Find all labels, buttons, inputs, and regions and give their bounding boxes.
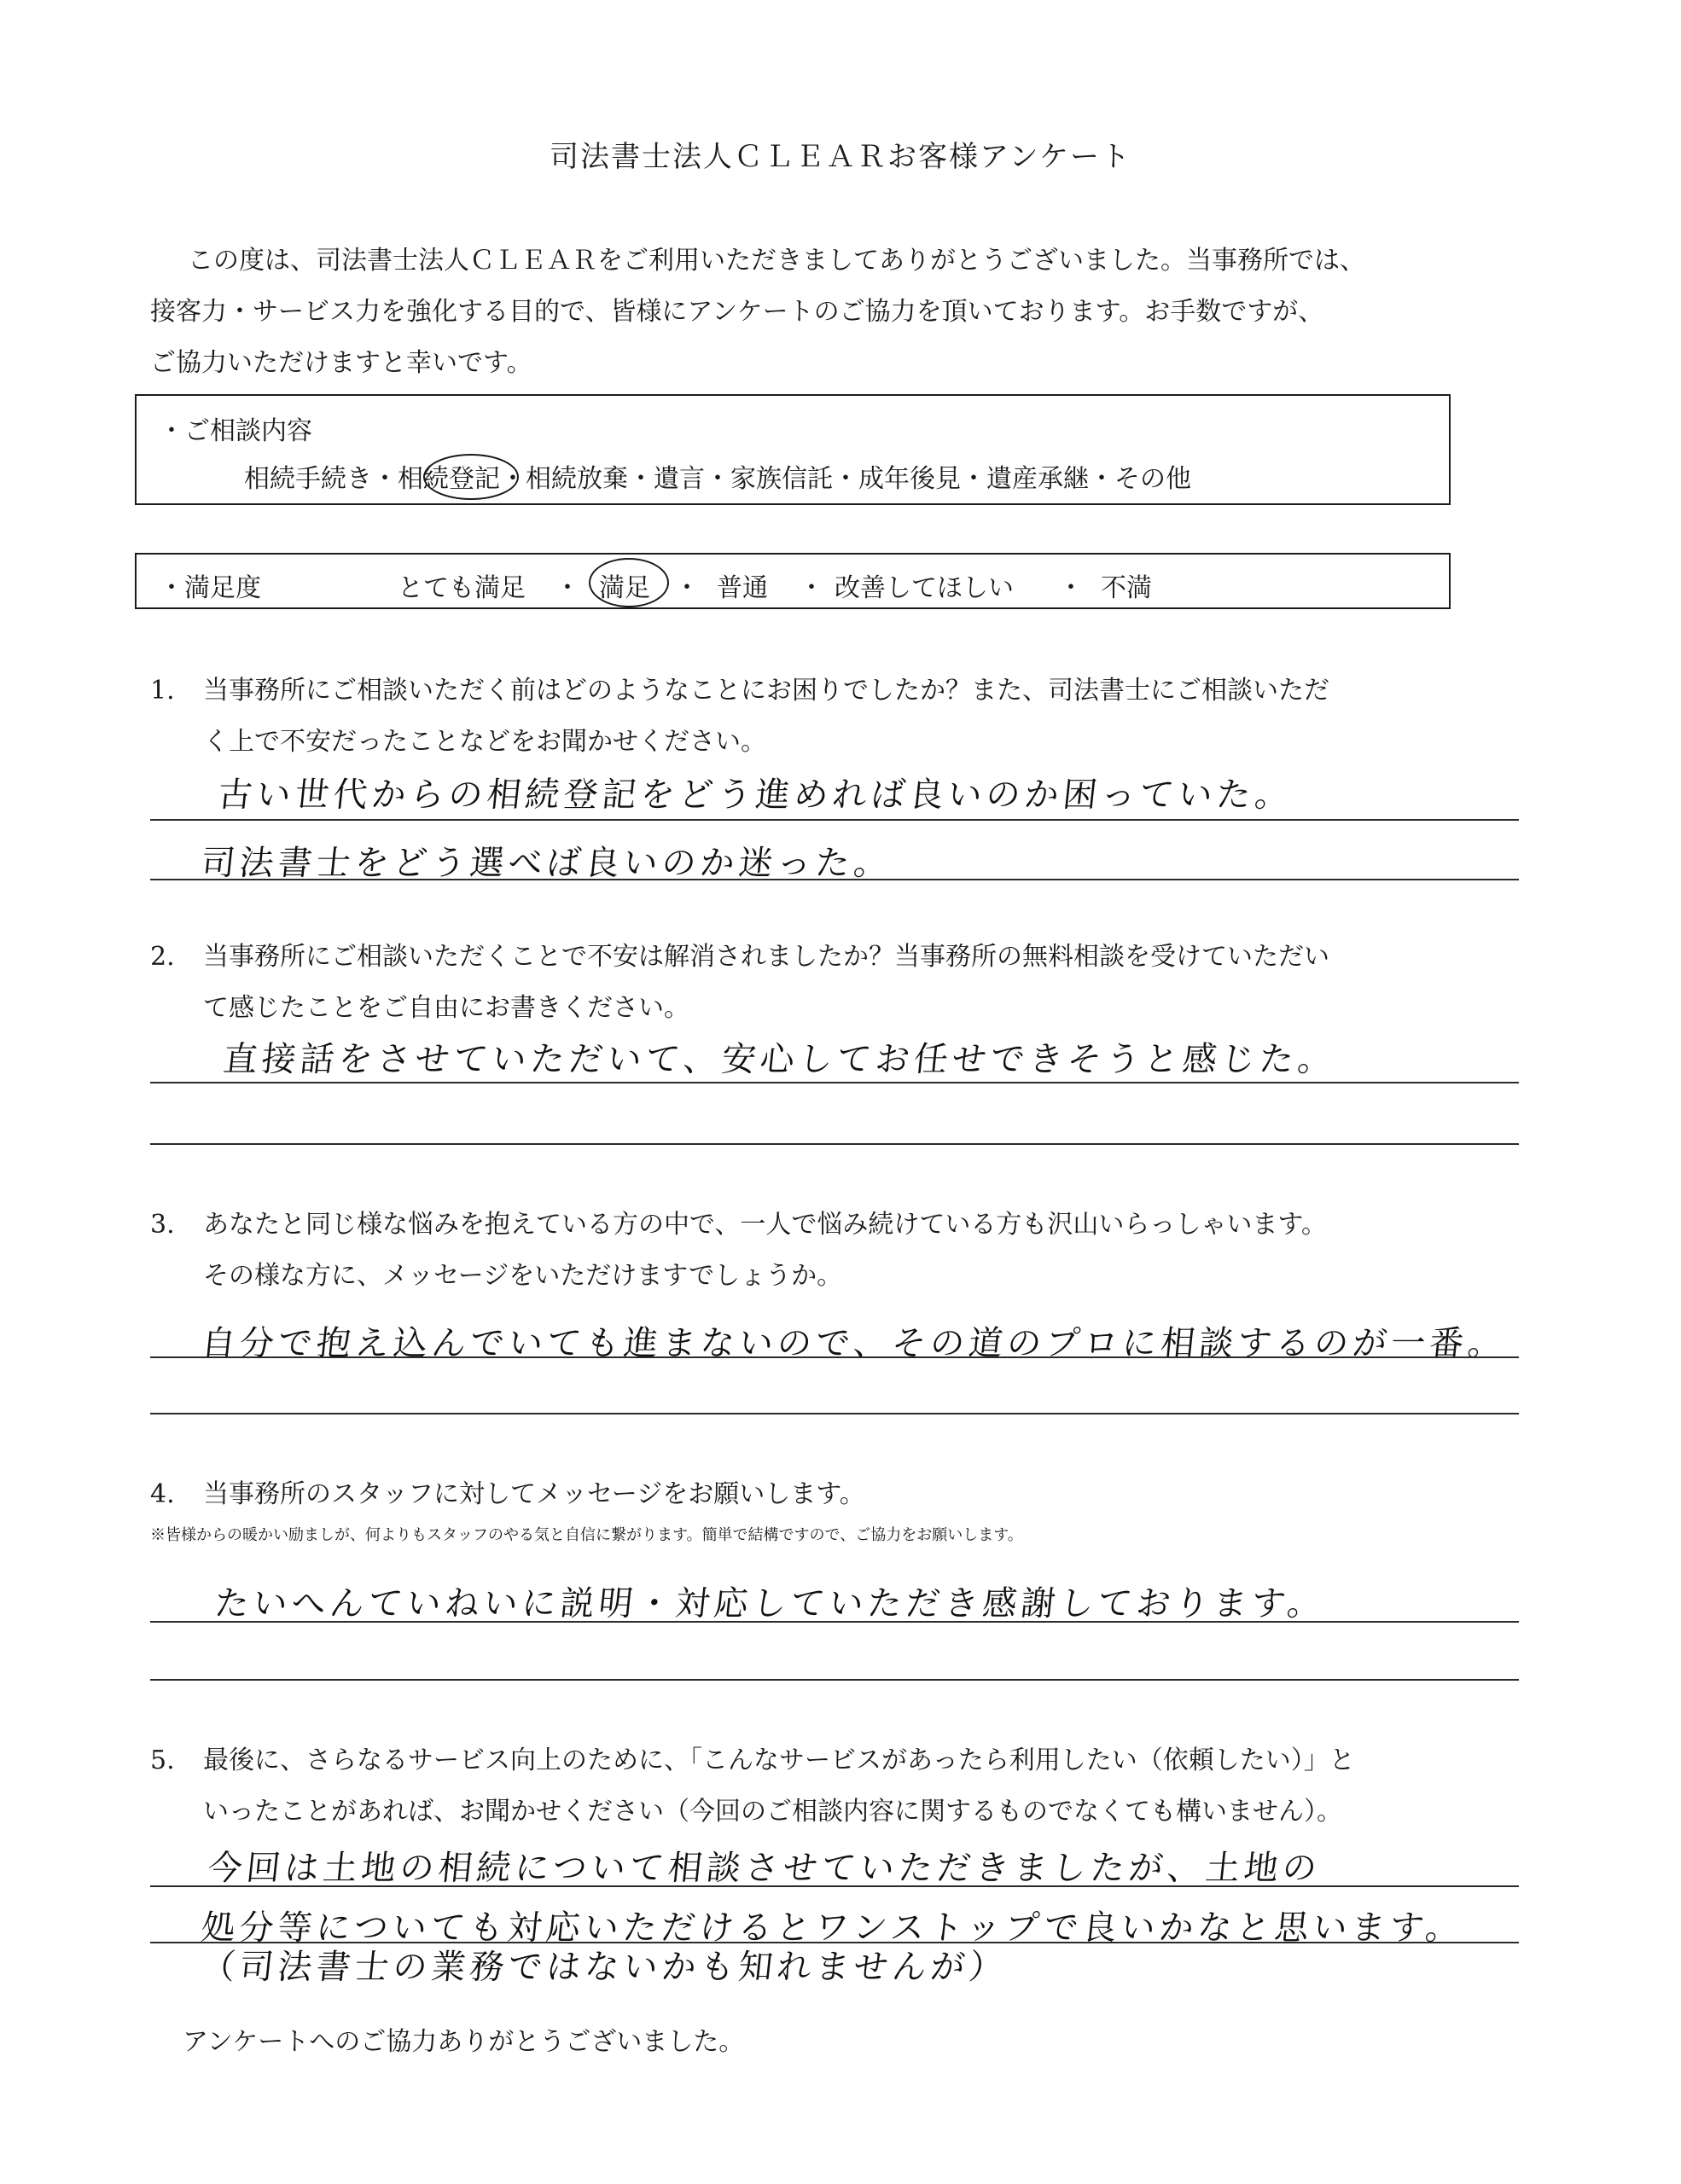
question-line: その様な方に、メッセージをいただけますでしょうか。 (203, 1261, 843, 1291)
question-line: 当事務所にご相談いただくことで不安は解消されましたか？当事務所の無料相談を受けていただい (203, 942, 1329, 972)
handwritten-answer: 今回は土地の相続について相談させていただきましたが、土地の (206, 1849, 1323, 1888)
question-line: あなたと同じ様な悩みを抱えている方の中で、一人で悩み続けている方も沢山いらっしゃいます。 (203, 1210, 1327, 1240)
satisfaction-separator: ・ (555, 573, 580, 603)
satisfaction-option-very-satisfied[interactable]: とても満足 (398, 573, 526, 603)
question-line: く上で不安だったことなどをお聞かせください。 (203, 727, 766, 757)
answer-line (150, 1082, 1519, 1083)
survey-title: 司法書士法人ＣＬＥＡＲお客様アンケート (550, 140, 1131, 174)
handwritten-answer: 司法書士をどう選べば良いのか迷った。 (199, 844, 895, 883)
handwritten-answer: 自分で抱え込んでいても進まないので、その道のプロに相談するのが一番。 (199, 1324, 1509, 1363)
question-line: て感じたことをご自由にお書きください。 (203, 993, 689, 1023)
intro-line: 接客力・サービス力を強化する目的で、皆様にアンケートのご協力を頂いております。お手数ですが、 (150, 297, 1324, 327)
question-number: 5. (150, 1745, 175, 1775)
answer-line (150, 1356, 1519, 1358)
option-inheritance-procedure[interactable]: 相続手続き (244, 464, 372, 494)
intro-line: ご協力いただけますと幸いです。 (150, 348, 532, 378)
handwritten-answer: 直接話をさせていただいて、安心してお任せできそうと感じた。 (221, 1040, 1339, 1079)
satisfaction-option-dissatisfied[interactable]: 不満 (1101, 573, 1152, 603)
satisfaction-option-want-improvement[interactable]: 改善してほしい (835, 573, 1014, 603)
question-3 (150, 1199, 1533, 1302)
answer-line (150, 1621, 1519, 1623)
consultation-options (244, 457, 1191, 495)
selected-circle-mark (423, 454, 519, 500)
handwritten-answer: 処分等についても対応いただけるとワンストップで良いかなと思います。 (199, 1908, 1466, 1948)
satisfaction-box (135, 553, 1451, 609)
satisfaction-separator: ・ (799, 573, 824, 603)
handwritten-answer: （司法書士の業務ではないかも知れませんが） (199, 1948, 1010, 1987)
answer-line (150, 819, 1519, 821)
question-number: 3. (150, 1210, 175, 1240)
question-number: 2. (150, 942, 175, 972)
handwritten-answer: たいへんていねいに説明・対応していただき感謝しております。 (212, 1584, 1328, 1623)
intro-line: この度は、司法書士法人ＣＬＥＡＲをご利用いただきましてありがとうございました。当事務所では、 (188, 246, 1365, 276)
option-rest[interactable]: ・相続放棄・遺言・家族信託・成年後見・遺産承継・その他 (500, 464, 1191, 494)
question-line: 最後に、さらなるサービス向上のために、「こんなサービスがあったら利用したい（依頼したい）」と (203, 1745, 1355, 1775)
option-inheritance-registration[interactable]: 相続登記 (398, 464, 500, 494)
closing-text: アンケートへのご協力ありがとうございました。 (183, 2027, 745, 2057)
answer-line (150, 1885, 1519, 1887)
consultation-label: ・ご相談内容 (159, 416, 312, 446)
satisfaction-option-satisfied[interactable]: 満足 (599, 573, 650, 603)
selected-circle-mark (589, 558, 669, 607)
question-note: ※皆様からの暖かい励ましが、何よりもスタッフのやる気と自信に繋がります。簡単で結構ですので、ご協力をお願いします。 (150, 1526, 1023, 1544)
question-1 (150, 665, 1533, 768)
answer-line (150, 1143, 1519, 1145)
handwritten-answer: 古い世代からの相続登記をどう進めれば良いのか困っていた。 (216, 775, 1296, 815)
answer-line (150, 1413, 1519, 1414)
question-line: いったことがあれば、お聞かせください（今回のご相談内容に関するものでなくても構いません）。 (203, 1797, 1342, 1827)
satisfaction-option-normal[interactable]: 普通 (717, 573, 768, 603)
question-number: 4. (150, 1479, 175, 1509)
satisfaction-label: ・満足度 (159, 573, 261, 603)
option-separator: ・ (372, 464, 398, 494)
question-2 (150, 932, 1533, 1034)
answer-line (150, 879, 1519, 880)
question-line: 当事務所にご相談いただく前はどのようなことにお困りでしたか？また、司法書士にご相談いただ (203, 676, 1329, 706)
answer-line (150, 1679, 1519, 1681)
question-line: 当事務所のスタッフに対してメッセージをお願いします。 (203, 1479, 865, 1509)
satisfaction-separator: ・ (1058, 573, 1084, 603)
question-4 (150, 1469, 1533, 1520)
satisfaction-separator: ・ (674, 573, 700, 603)
question-5 (150, 1735, 1533, 1838)
intro-text (150, 235, 1533, 389)
question-number: 1. (150, 676, 175, 706)
